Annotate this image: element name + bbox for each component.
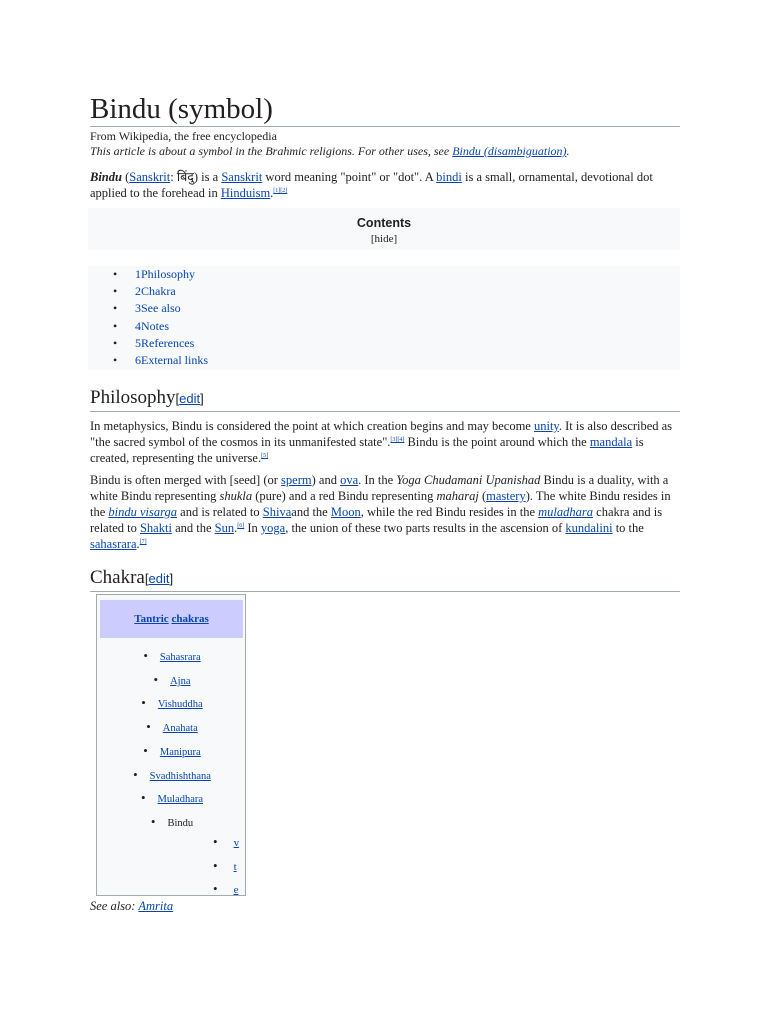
shiva-link[interactable]: Shiva [262, 505, 292, 519]
hinduism-link[interactable]: Hinduism [220, 186, 271, 200]
anahata-nav-link[interactable]: Anahata [162, 723, 198, 735]
toc-item-external-links[interactable] [88, 352, 680, 369]
toc-header [88, 208, 680, 250]
sanskrit-word: : बिंदु [170, 170, 194, 184]
body-text: . In the [358, 473, 397, 487]
toc-item-label[interactable]: 1Philosophy [135, 267, 196, 281]
view-template-link[interactable]: v [233, 837, 240, 849]
talk-template-link[interactable]: t [233, 860, 237, 873]
edit-link[interactable]: edit [148, 571, 170, 586]
philosophy-paragraph-1 [90, 418, 680, 466]
body-text: Bindu is often merged with [seed] (or [90, 473, 282, 487]
kundalini-link[interactable]: kundalini [565, 521, 613, 535]
section-heading-philosophy [90, 386, 680, 412]
ajna-nav-link[interactable]: Ajna [170, 675, 191, 687]
see-also-label: See also: [90, 899, 139, 913]
toc-title: Contents [356, 216, 412, 230]
sun-link[interactable]: Sun [214, 521, 235, 535]
body-text: Bindu is a duality, with a white Bindu representing [90, 473, 669, 503]
body-text: is created, representing the universe. [90, 435, 644, 465]
see-also-note [90, 898, 173, 914]
mastery-link[interactable]: mastery [486, 489, 526, 503]
toc-item-label[interactable]: 2Chakra [135, 284, 176, 299]
heading-text: Chakra [90, 567, 145, 588]
body-text: , the union of these two parts results in the ascension of [285, 521, 566, 535]
term-shukla: shukla [219, 489, 253, 503]
intro-paragraph [90, 169, 680, 201]
body-text: and the [291, 505, 331, 519]
disambiguation-link[interactable]: Bindu (disambiguation) [452, 144, 567, 158]
navbox-vte [97, 831, 247, 902]
toc-item-label[interactable]: 4Notes [135, 318, 169, 333]
hatnote [90, 144, 570, 158]
yoga-link[interactable]: yoga [260, 521, 286, 535]
muladhara-link[interactable] [538, 505, 593, 519]
ova-link[interactable]: ova [340, 473, 359, 487]
body-text: ( [478, 489, 487, 503]
citation-ref[interactable]: [1][2] [273, 187, 288, 194]
philosophy-paragraph-2 [90, 472, 680, 552]
navbox-item [97, 692, 247, 716]
site-tagline: From Wikipedia, the free encyclopedia [90, 129, 277, 143]
body-text: . It is also described as "the sacred symbol of the cosmos in its unmanifested state". [90, 419, 673, 449]
navbox-item [97, 740, 247, 764]
toc-item-label[interactable]: 5References [135, 335, 195, 350]
muladhara-nav-link[interactable]: Muladhara [157, 794, 204, 806]
toc-item-references[interactable] [88, 335, 680, 352]
intro-text: ) is a [193, 170, 222, 184]
edit-bracket: ] [169, 571, 174, 586]
body-text: and is related to [177, 505, 263, 519]
body-text: ) and [311, 473, 341, 487]
citation-ref[interactable]: [3][4] [390, 436, 405, 443]
navbox-item [97, 787, 247, 811]
intro-text: is a small, ornamental, devotional dot applied to the forehead in [90, 170, 653, 200]
citation-ref[interactable]: [6] [237, 522, 245, 529]
sanskrit-link-2[interactable]: Sanskrit [221, 170, 263, 184]
navbox-item [97, 716, 247, 740]
navbox-item [97, 645, 247, 669]
sperm-link[interactable]: sperm [281, 473, 312, 487]
body-text: ). The white Bindu resides in the [90, 489, 671, 519]
heading-text: Philosophy [90, 387, 176, 408]
navbox-item [97, 669, 247, 693]
edit-bracket: [ [144, 571, 149, 586]
sahasrara-nav-link[interactable]: Sahasrara [159, 652, 201, 663]
body-text: Bindu is the point around which the [404, 435, 590, 449]
vte-item [97, 855, 247, 879]
bindu-visarga-label: bindu visarga [108, 505, 178, 519]
moon-link[interactable]: Moon [330, 505, 361, 519]
toc-item-see-also[interactable] [88, 300, 680, 317]
navbox-header [100, 600, 243, 638]
edit-section-chakra [145, 571, 173, 586]
mandala-link[interactable]: mandala [589, 435, 633, 449]
bindu-visarga-link[interactable] [108, 505, 177, 519]
body-text: In metaphysics, Bindu is considered the point at which creation begins and may become [90, 419, 534, 433]
page-title: Bindu (symbol) [90, 92, 680, 127]
hatnote-end: . [566, 144, 570, 158]
toc-item-label[interactable]: 6External links [135, 353, 208, 368]
intro-text: . [270, 186, 274, 200]
intro-text: word meaning "point" or "dot". A [262, 170, 437, 184]
shakti-link[interactable]: Shakti [139, 521, 172, 535]
toc-item-notes[interactable] [88, 318, 680, 335]
navbox-list [97, 645, 247, 835]
body-text: to the [612, 521, 644, 535]
manipura-nav-link[interactable]: Manipura [159, 746, 201, 758]
intro-text: ( [121, 170, 130, 184]
bindu-current: Bindu [167, 817, 194, 829]
body-text: . [136, 537, 140, 551]
citation-ref[interactable]: [5] [261, 452, 269, 459]
navbox-item [97, 764, 247, 788]
unity-link[interactable]: unity [533, 419, 559, 433]
amrita-link[interactable]: Amrita [138, 899, 174, 913]
body-text: (pure) and a red Bindu representing [252, 489, 437, 503]
muladhara-label: muladhara [538, 505, 594, 519]
vishuddha-nav-link[interactable]: Vishuddha [157, 699, 203, 711]
sanskrit-link[interactable]: Sanskrit [129, 170, 171, 184]
body-text: , while the red Bindu resides in the [360, 505, 539, 519]
chakras-navbox [96, 594, 246, 896]
toc-list [88, 266, 680, 370]
edit-bracket: [ [175, 391, 180, 406]
edit-section-philosophy [176, 391, 204, 406]
sahasrara-link[interactable]: sahasrara [90, 537, 137, 551]
toc-item-philosophy[interactable] [88, 266, 680, 283]
term-bindu: Bindu [90, 170, 122, 184]
body-text: chakra and is related to [90, 505, 663, 535]
vte-item [97, 831, 247, 855]
body-text: and the [171, 521, 215, 535]
citation-ref[interactable]: [7] [139, 538, 147, 545]
toc-hide-toggle[interactable]: [hide] [370, 233, 398, 245]
tantric-link[interactable]: Tantric [134, 613, 169, 625]
chakras-link[interactable]: chakras [171, 613, 209, 625]
bindi-link[interactable]: bindi [436, 170, 462, 184]
hatnote-text: This article is about a symbol in the Brahmic religions. For other uses, see [90, 144, 453, 158]
text-title: Yoga Chudamani Upanishad [396, 473, 541, 487]
edit-template-link[interactable]: e [233, 884, 239, 897]
edit-bracket: ] [200, 391, 204, 406]
section-heading-chakra [90, 566, 680, 592]
body-text: . [234, 521, 238, 535]
term-maharaj: maharaj [436, 489, 479, 503]
svadhishthana-nav-link[interactable]: Svadhishthana [149, 770, 211, 782]
body-text: In [244, 521, 261, 535]
toc-item-chakra[interactable] [88, 283, 680, 300]
toc-item-label[interactable]: 3See also [135, 301, 181, 316]
edit-link[interactable]: edit [179, 391, 201, 406]
